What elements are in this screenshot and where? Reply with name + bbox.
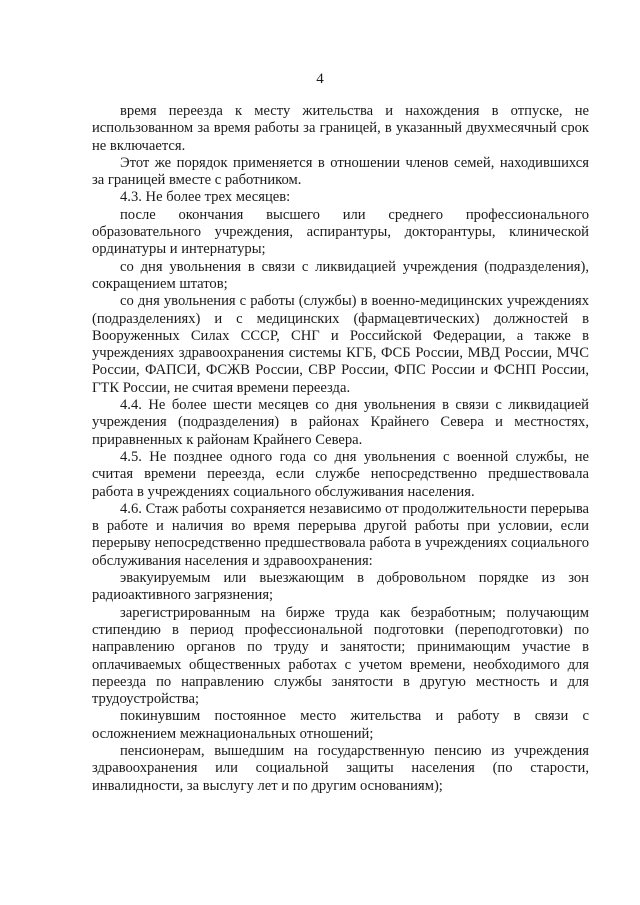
paragraph-military-medical: со дня увольнения с работы (службы) в военно-медицинских учреждениях (подразделениях) и с медицинских (фармацевтических) должностей в Вооруженных Силах СССР, СНГ и Российской Федерации, а также в учреждениях здравоохранения системы КГБ, ФСБ России, МВД России, МЧС России, ФАПСИ, ФСЖВ России, СВР России, ФПС России и ФСНП России, ГТК России, не считая времени переезда. (92, 293, 589, 396)
paragraph-unemployed: зарегистрированным на бирже труда как безработным; получающим стипендию в период профессиональной подготовки (переподготовки) по направлению органов по труду и занятости; принимающим участие в оплачиваемых общественных работах с учетом времени, необходимого для переезда по направлению службы занятости в другую местность и для трудоустройства; (92, 604, 589, 708)
paragraph-4-5: 4.5. Не позднее одного года со дня увольнения с военной службы, не считая времени переезда, если службе непосредственно предшествовала работа в учреждениях социального обслуживания населения. (92, 448, 589, 500)
paragraph-travel-time: время переезда к месту жительства и нахождения в отпуске, не использованном за время работы за границей, в указанный двухмесячный срок не включается. (92, 103, 589, 154)
document-body (92, 103, 589, 795)
page-number: 4 (316, 71, 324, 87)
paragraph-4-4: 4.4. Не более шести месяцев со дня увольнения в связи с ликвидацией учреждения (подразделения) в районах Крайнего Севера и местностях, приравненных к районам Крайнего Севера. (92, 397, 589, 448)
paragraph-ethnic-relations: покинувшим постоянное место жительства и работу в связи с осложнением межнациональных отношений; (92, 708, 589, 742)
paragraph-4-3-heading: 4.3. Не более трех месяцев: (120, 189, 291, 206)
paragraph-evacuated: эвакуируемым или выезжающим в добровольном порядке из зон радиоактивного загрязнения; (92, 570, 589, 604)
paragraph-pensioners: пенсионерам, вышедшим на государственную пенсию из учреждения здравоохранения или социальной защиты населения (по старости, инвалидности, за выслугу лет и по другим основаниям); (92, 742, 589, 794)
paragraph-4-6: 4.6. Стаж работы сохраняется независимо от продолжительности перерыва в работе и наличия во время перерыва другой работы при условии, если перерыву непосредственно предшествовала работа в учреждениях социального обслуживания населения и здравоохранения: (92, 500, 589, 569)
paragraph-liquidation: со дня увольнения в связи с ликвидацией учреждения (подразделения), сокращением штатов; (92, 258, 589, 292)
paragraph-after-education: после окончания высшего или среднего профессионального образовательного учреждения, аспирантуры, докторантуры, клинической ординатуры и интернатуры; (92, 206, 589, 258)
paragraph-family-members: Этот же порядок применяется в отношении членов семей, находившихся за границей вместе с работником. (92, 154, 589, 189)
